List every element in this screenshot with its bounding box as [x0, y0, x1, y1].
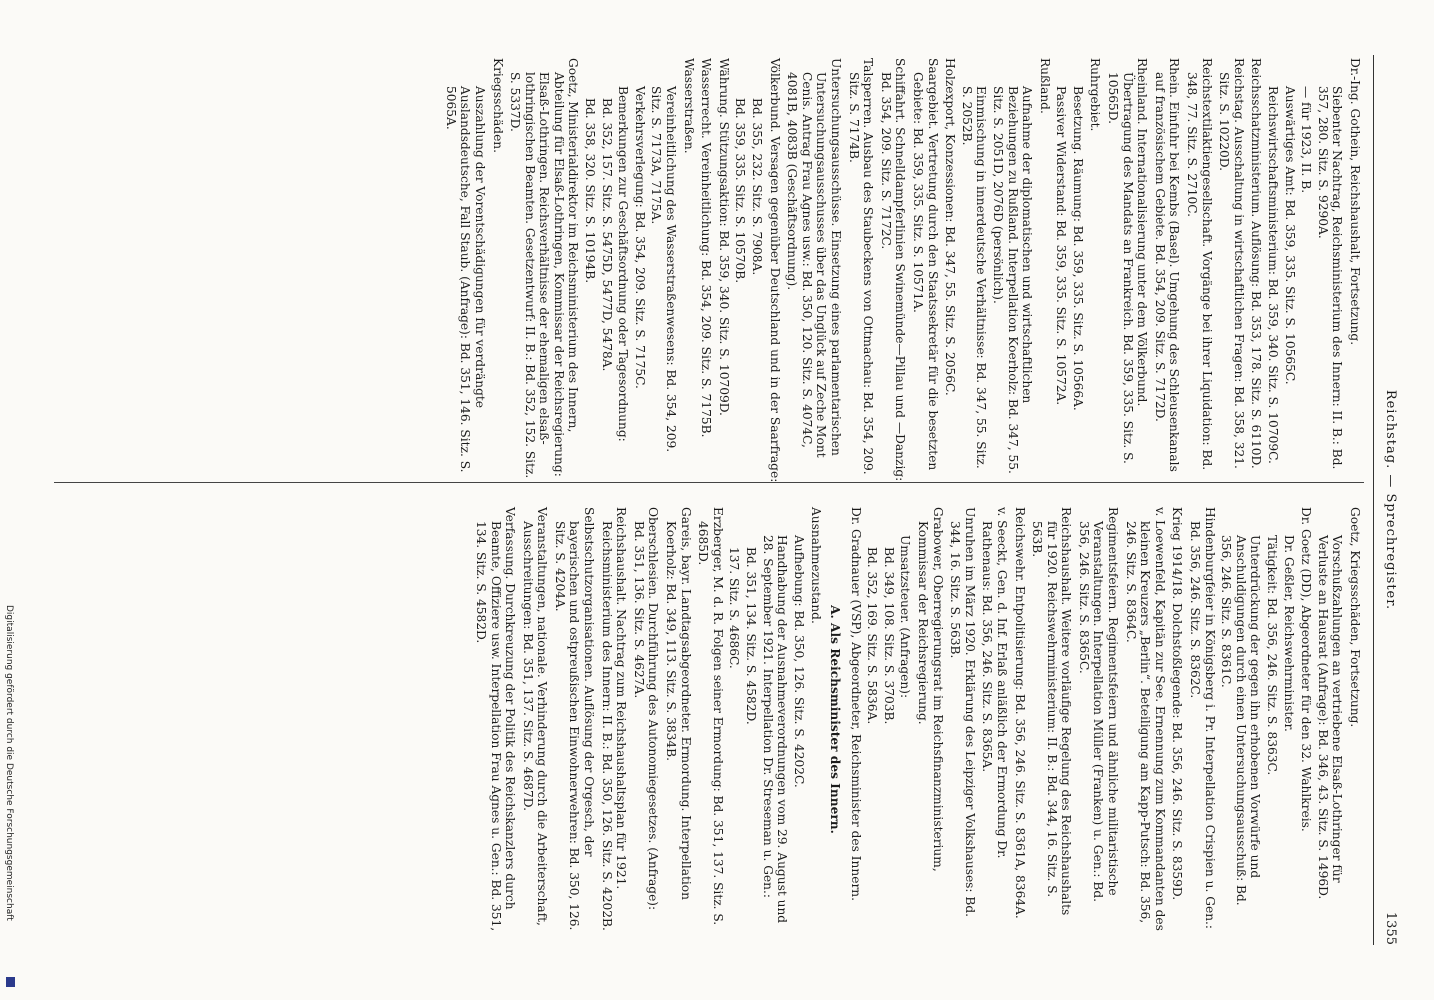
register-entry: Talsperren. Ausbau des Staubeckens von Ottmachau: Bd. 354, 209. Sitz. S. 7174B. — [846, 58, 876, 475]
dfg-logo-icon — [6, 977, 15, 987]
register-entry: Rußland. — [1037, 58, 1052, 114]
register-subentry: Bd. 352, 169. Sitz. S. 5836A. — [865, 547, 880, 725]
register-subentry: Handhabung der Ausnahmeverordnungen vom 29. August und 28. September 1921. Interpellation Dr. Streseman u. Gen.: — [760, 535, 790, 924]
page-header — [1378, 55, 1398, 945]
register-subentry: Bd. 355, 232. Sitz. S. 7908A. — [750, 98, 765, 276]
register-entry: Veranstaltungen, nationale. Verhinderung durch die Arbeiterschaft, Ausschreitungen: Bd. 351, 137. Sitz. S. 4687D. — [520, 507, 550, 926]
register-subentry: Bd. 359, 335. Sitz. S. 10570B. — [733, 98, 748, 284]
register-entry: Krieg 1914/18. Dolchstoßlegende: Bd. 356, 246. Sitz. S. 8359D. — [1170, 507, 1185, 901]
register-entry: Rheinland. Internationalisierung unter dem Völkerbund. Übertragung des Mandats an Frankreich. Bd. 359, 335. Sitz. S. 10565D. — [1106, 58, 1150, 464]
column-divider — [54, 482, 1364, 483]
register-entry: Schiffahrt. Schnelldampferlinien Swinemünde—Pillau und —Danzig: Bd. 354, 209. Sitz. S. 7172C. — [878, 58, 908, 482]
register-entry: Verfassung. Durchkreuzung der Politik des Reichskanzlers durch Beamte, Offiziere usw. Interpellation Frau Agnes u. Gen.: Bd. 351, 134. Sitz. S. 4582D. — [473, 507, 518, 932]
register-entry: Wasserrecht. Vereinheitlichung: Bd. 354, 209. Sitz. S. 7175B. — [699, 58, 714, 438]
register-subentry: Aufhebung: Bd. 350, 126. Sitz. S. 4202C. — [791, 535, 806, 788]
register-entry: Regimentsfeiern. Regimentsfeiern und ähnliche militaristische Veranstaltungen. Interpellation Müller (Franken) u. Gen.: Bd. 356, 246. Sitz. S. 8365C. — [1076, 507, 1121, 903]
register-subentry: Bd. 351, 134. Sitz. S. 4582D. — [744, 547, 759, 725]
register-entry: Dr. Gradnauer (VSP), Abgeordneter, Reichsminister des Innern. — [848, 507, 863, 902]
register-entry: Saargebiet. Vertretung durch den Staatssekretär für die besetzten Gebiete: Bd. 359, 335. Sitz. S. 10571A. — [910, 58, 940, 471]
register-entry: Holzexport, Konzessionen: Bd. 347, 55. Sitz. S. 2056C. — [943, 58, 958, 396]
register-entry: Ausnahmezustand. — [809, 507, 824, 624]
register-entry: Reichswehr. Entpolitisierung: Bd. 356, 246. Sitz. S. 8361A, 8364A. — [1012, 507, 1027, 919]
page-number: 1355 — [1383, 911, 1398, 945]
register-entry: Wasserstraßen. — [681, 58, 696, 154]
register-subentry: Auswärtiges Amt: Bd. 359, 335. Sitz. S. 10565C. — [1282, 86, 1297, 385]
register-entry: Reichshaushalt. Weitere vorläufige Regelung des Reichshaushalts für 1920. Reichswehrministerium: II. B.: Bd. 344, 16. Sitz. S. 563B. — [1030, 507, 1074, 916]
register-subentry: Besetzung. Räumung: Bd. 359, 335. Sitz. S. 10566A. — [1070, 86, 1085, 411]
register-subentry: Bemerkungen zur Geschäftsordnung oder Tagesordnung: — [616, 86, 631, 442]
register-subentry: Bd. 358, 320. Sitz. S. 10194B. — [583, 98, 598, 284]
register-subentry: Aufnahme der diplomatischen und wirtschaftlichen Beziehungen zu Rußland. Interpellation Koerholz: Bd. 347, 55. Sitz. S. 2051D, 2076D (persönlich). — [990, 86, 1035, 474]
register-subentry: Auszahlung der Vorentschädigungen für verdrängte Auslandsdeutsche, Fall Staub. (Anfrage): Bd. 351, 146. Sitz. S. 5065A. — [443, 86, 487, 473]
register-subentry: Bd. 352, 157. Sitz. S. 5475D, 5477D, 5478A. — [599, 98, 614, 372]
register-subentry: Tätigkeit: Bd. 356, 246. Sitz. S. 8363C. — [1265, 535, 1280, 776]
register-subentry: Verkehrsverlegung: Bd. 354, 209. Sitz. S. 7175C. — [632, 86, 647, 389]
register-entry: Dr.-Ing. Gothein, Reichshaushalt, Fortsetzung. — [1348, 58, 1362, 346]
register-entry: Oberschlesien. Durchführung des Autonomiegesetzes. (Anfrage): Bd. 351, 136. Sitz. S. 4627A. — [631, 507, 661, 911]
header-title: Reichstag. — Sprechregister. — [1383, 389, 1398, 611]
register-entry: Reichstextilaktiengesellschaft. Vorgänge bei ihrer Liquidation: Bd. 348, 77. Sitz. S. 2710C. — [1185, 58, 1214, 471]
register-subentry: — für 1923, II. B. — [1299, 86, 1314, 194]
register-entry: Untersuchungsausschüsse. Einsetzung eines parlamentarischen Untersuchungsausschusses über das Unglück auf Zeche Mont Cenis. Antrag Frau Agnes usw.: Bd. 350, 120. Sitz. S. 4074C, 4081B, 4083B (Geschäftsordnung). — [785, 58, 843, 458]
register-entry: Völkerbund. Versagen gegenüber Deutschland und in der Saarfrage: — [767, 58, 782, 483]
register-subentry: Unterdrückung der gegen ihn erhobenen Vorwürfe und Anschuldigungen durch einen Untersuchungsausschuß: Bd. 356, 246. Sitz. S. 8361C. — [1219, 535, 1263, 906]
register-subentry: Dr. Geßler, Reichswehrminister. — [1281, 535, 1296, 732]
register-entry: Erzberger, M. d. R. Folgen seiner Ermordung: Bd. 351, 137. Sitz. S. 4685D. — [696, 507, 725, 926]
section-heading: A. Als Reichsminister des Innern. — [828, 605, 842, 834]
register-subentry: Umsatzsteuer. (Anfragen): — [898, 535, 913, 699]
register-subentry: Vorschußzahlungen an vertriebene Elsaß-Lothringer für Verluste an Hausrat (Anfrage): Bd. 346, 43. Sitz. S. 1496D. — [1315, 535, 1345, 900]
register-entry: Währung. Stützungsaktion: Bd. 359, 340. Sitz. S. 10709D. — [716, 58, 731, 416]
header-rule — [1373, 55, 1374, 945]
register-entry: Ruhrgebiet. — [1088, 58, 1103, 132]
register-entry: Reichstag. Ausschaltung in wirtschaftlichen Fragen: Bd. 358, 321. Sitz. S. 10220D. — [1217, 58, 1246, 469]
register-entry: v. Loewenfeld, Kapitän zur See. Ernennung zum Kommandanten des kleinen Kreuzers „Berlin“. Beteiligung am Kapp-Putsch: Bd. 356, 246. Sitz. S. 8364C. — [1123, 507, 1167, 931]
register-entry: Gareis, bayr. Landtagsabgeordneter. Ermordung. Interpellation Koerholz: Bd. 349, 113. Sitz. S. 3834B. — [664, 507, 693, 900]
left-column — [441, 58, 1362, 483]
register-entry: Selbstschutzorganisationen. Auflösung der Orgesch, der bayerischen und ostpreußischen Einwohnerwehren: Bd. 350, 126. Sitz. S. 4204A. — [552, 507, 597, 931]
register-subentry: Bd. 349, 108. Sitz. S. 3703B. — [881, 547, 896, 725]
register-entry: Reichshaushalt. Nachtrag zum Reichshaushaltsplan für 1921. Reichsministerium des Innern: II. B.: Bd. 350, 126. Sitz. S. 4202B. — [599, 507, 629, 931]
register-entry: Grabower, Oberregierungsrat im Reichsfinanzministerium, Kommissar der Reichsregierung. — [915, 507, 945, 872]
register-subentry: Reichswirtschaftsministerium: Bd. 359, 340. Sitz. S. 10709C. — [1266, 86, 1281, 464]
register-entry: Rhein. Einfuhr bei Kembs (Basel). Umgehung des Schleusenkanals auf französischem Gebiete. Bd. 354, 209. Sitz. S. 7172D. — [1152, 58, 1182, 472]
register-subentry: Passiver Widerstand: Bd. 359, 335. Sitz. S. 10572A. — [1054, 86, 1069, 406]
register-entry: v. Seeckt, Gen. d. Inf. Erlaß anläßlich der Ermordung Dr. Rathenaus: Bd. 356, 246. Sitz. S. 8365A. — [980, 507, 1009, 859]
register-entry: Hindenburgfeier in Königsberg i. Pr. Interpellation Crispien u. Gen.: Bd. 356, 246. Sitz. S. 8362C. — [1188, 507, 1217, 930]
register-subentry: Siebenter Nachtrag, Reichsministerium des Innern: II. B.: Bd. 357, 280. Sitz. S. 9290A. — [1315, 86, 1345, 470]
right-column — [470, 507, 1362, 932]
dfg-credit-text: Digitalisierung gefördert durch die Deutsche Forschungsgemeinschaft — [4, 605, 14, 921]
dfg-credit — [4, 605, 14, 990]
register-entry: Goetz, Kriegsschäden, Fortsetzung. — [1348, 507, 1362, 728]
register-entry: Unruhen im März 1920. Erklärung des Leipziger Volkshauses: Bd. 344, 16. Sitz. S. 563B. — [948, 507, 977, 918]
register-entry: Dr. Goetz (DD), Abgeordneter für den 32. Wahlkreis. — [1299, 507, 1314, 832]
register-entry: Goetz, Ministerialdirektor im Reichsministerium des Innern, Abteilung für Elsaß-Lothringen, Kommissar der Reichsregierung: Elsaß-Lothringen. Reichsverhältnisse der ehemaligen elsaß-lothringischen Beamten. Gesetzentwurf: II. B.: Bd. 352, 152. Sitz. S. 5337D. — [508, 58, 581, 479]
register-subentry: Vereinheitlichung des Wasserstraßenwesens: Bd. 354, 209. Sitz. S. 7173A, 7175A. — [649, 86, 679, 453]
register-entry: Kriegsschäden. — [490, 58, 505, 154]
register-subentry: Einmischung in innerdeutsche Verhältnisse: Bd. 347, 55. Sitz. S. 2052B. — [959, 86, 989, 469]
register-subentry: 137. Sitz. S. 4686C. — [727, 547, 742, 669]
register-entry: Reichsschatzministerium. Auflösung: Bd. 353, 178. Sitz. S. 6110D. — [1249, 58, 1264, 469]
